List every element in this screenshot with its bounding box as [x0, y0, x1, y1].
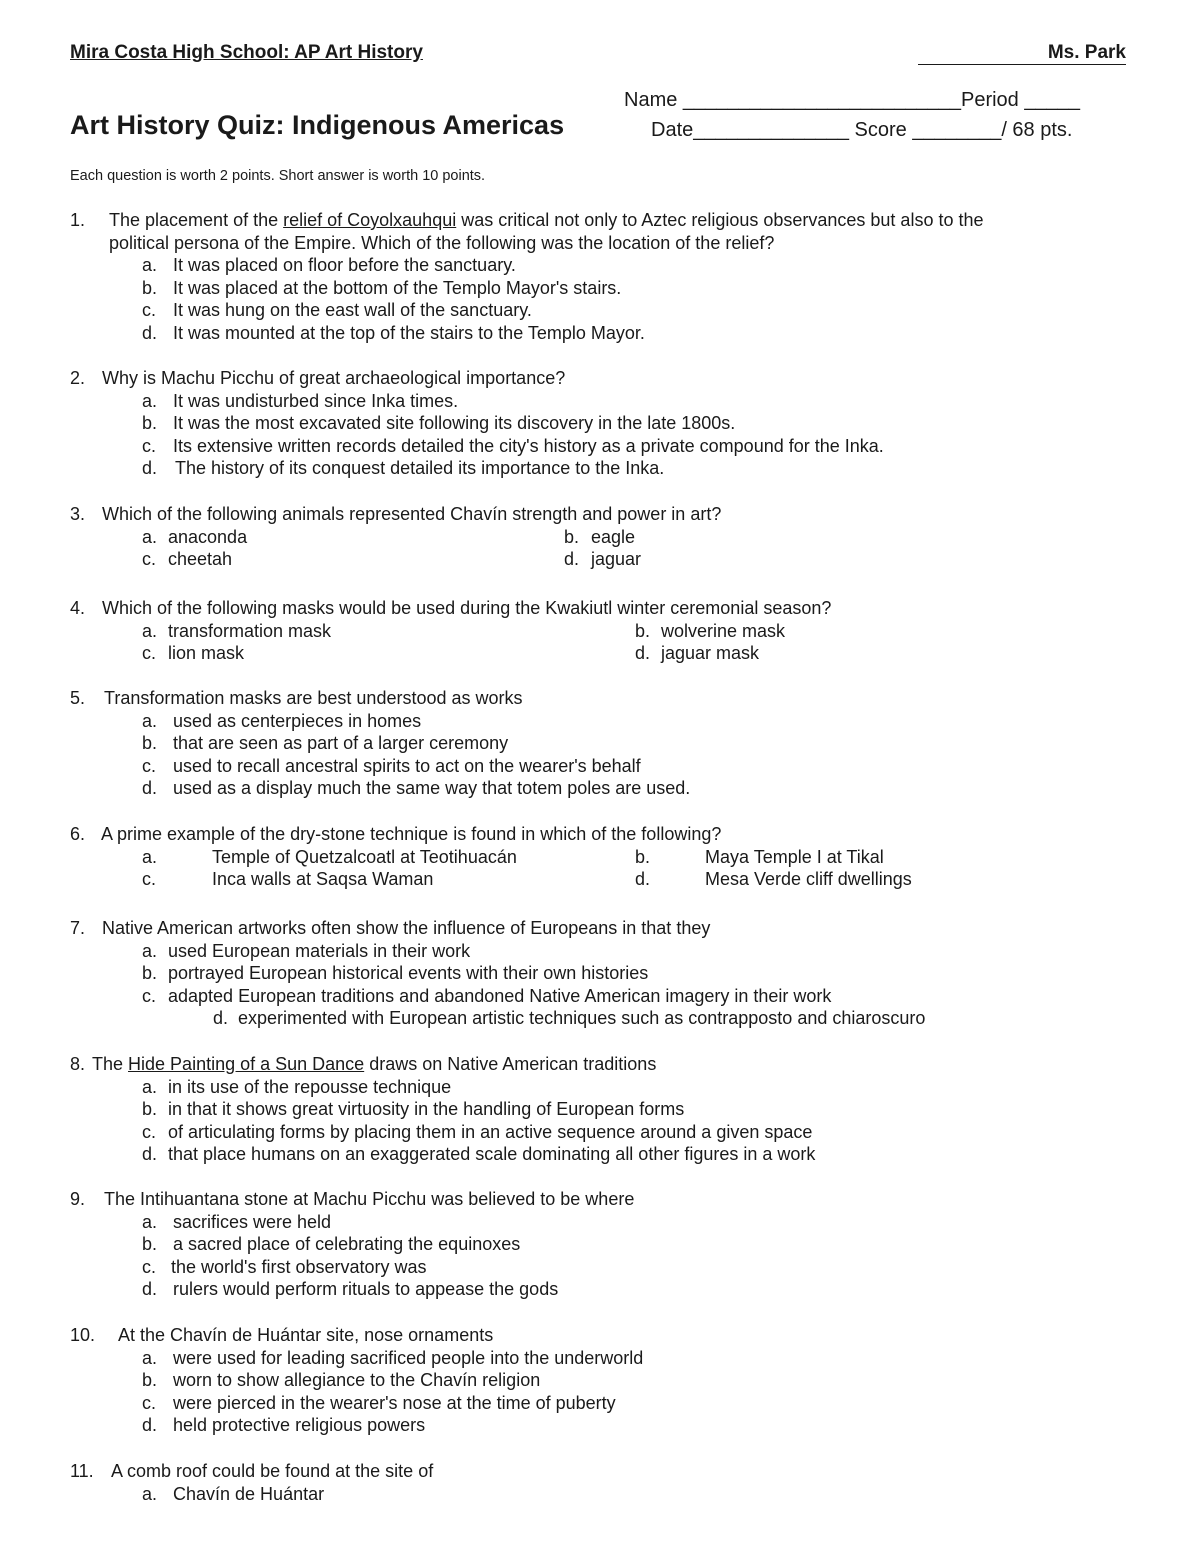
option-letter: c.	[142, 435, 157, 456]
option-letter: d.	[142, 778, 158, 799]
stem-text: draws on Native American traditions	[364, 1054, 657, 1074]
question-number: 4.	[70, 598, 86, 618]
stem-text: At the Chavín de Huántar site, nose ornaments	[118, 1325, 494, 1345]
option-letter: c.	[142, 755, 157, 776]
option-letter: b.	[635, 620, 651, 641]
answer-option	[70, 1369, 541, 1392]
option-letter: d.	[142, 1279, 158, 1300]
answer-option	[70, 1121, 813, 1144]
option-text: jaguar	[591, 549, 642, 570]
answer-option	[70, 710, 523, 733]
option-letter: d.	[635, 643, 651, 664]
option-text: lion mask	[168, 643, 245, 664]
answer-option	[70, 1076, 656, 1099]
question-5	[70, 687, 691, 800]
stem-text: Transformation masks are best understood as works	[104, 688, 523, 708]
header-rule	[918, 64, 1126, 65]
option-text: of articulating forms by placing them in an active sequence around a given space	[168, 1121, 813, 1142]
answer-option	[70, 412, 736, 435]
option-text: wolverine mask	[661, 620, 786, 641]
option-letter: a.	[142, 710, 158, 731]
question-stem	[70, 1188, 634, 1211]
option-text: used as centerpieces in homes	[173, 710, 422, 731]
question-number: 6.	[70, 824, 86, 844]
option-letter: c.	[142, 985, 157, 1006]
question-9	[70, 1188, 634, 1301]
answer-option	[70, 962, 710, 985]
answer-option	[70, 755, 641, 778]
option-letter: c.	[142, 1392, 157, 1413]
option-text: Chavín de Huántar	[173, 1483, 325, 1504]
option-text: eagle	[591, 526, 636, 547]
option-text: jaguar mask	[661, 643, 760, 664]
stem-text: A comb roof could be found at the site of	[111, 1461, 434, 1481]
question-1	[70, 209, 984, 345]
option-letter: c.	[142, 1256, 157, 1277]
option-letter: b.	[142, 413, 158, 434]
answer-option	[70, 299, 984, 322]
answer-option	[70, 1007, 926, 1030]
answer-option	[70, 254, 984, 277]
option-text: worn to show allegiance to the Chavín religion	[173, 1370, 541, 1391]
question-7	[70, 917, 926, 1030]
option-letter: a.	[142, 1483, 158, 1504]
option-text: It was placed on floor before the sanctuary.	[173, 255, 516, 276]
answer-option	[70, 457, 665, 480]
option-text: were pierced in the wearer's nose at the time of puberty	[173, 1392, 616, 1413]
option-letter: d.	[142, 322, 158, 343]
question-10	[70, 1324, 644, 1437]
option-letter: a.	[142, 1076, 158, 1097]
option-text: used European materials in their work	[168, 940, 471, 961]
option-letter: d.	[564, 549, 580, 570]
option-text: that are seen as part of a larger ceremony	[173, 733, 509, 754]
option-letter: c.	[142, 300, 157, 321]
option-text: transformation mask	[168, 620, 332, 641]
option-text: anaconda	[168, 526, 248, 547]
option-text: It was the most excavated site following its discovery in the late 1800s.	[173, 413, 736, 434]
option-text: the world's first observatory was	[171, 1256, 427, 1277]
option-letter: b.	[564, 526, 580, 547]
question-6	[70, 823, 912, 891]
teacher-name: Ms. Park	[1047, 42, 1126, 63]
answer-option	[70, 777, 691, 800]
question-number: 3.	[70, 504, 86, 524]
option-text: rulers would perform rituals to appease the gods	[173, 1279, 559, 1300]
option-letter: a.	[142, 1347, 158, 1368]
option-letter: d.	[213, 1008, 229, 1029]
stem-text: Which of the following masks would be used during the Kwakiutl winter ceremonial season?	[102, 598, 832, 618]
question-number: 11.	[70, 1461, 94, 1481]
answer-option	[70, 732, 523, 755]
stem-text: Which of the following animals represented Chavín strength and power in art?	[102, 504, 722, 524]
option-letter: d.	[142, 1415, 158, 1436]
option-text: in that it shows great virtuosity in the handling of European forms	[168, 1099, 685, 1120]
option-text: Inca walls at Saqsa Waman	[212, 869, 434, 890]
option-letter: c.	[142, 643, 157, 664]
answer-option	[70, 435, 884, 458]
option-text: in its use of the repousse technique	[168, 1076, 452, 1097]
option-text: Mesa Verde cliff dwellings	[705, 869, 912, 890]
option-text: used as a display much the same way that totem poles are used.	[173, 778, 691, 799]
question-stem	[70, 367, 565, 390]
question-2	[70, 367, 884, 480]
page-header	[70, 42, 1126, 68]
option-letter: b.	[142, 733, 158, 754]
question-4	[70, 597, 831, 665]
answer-option	[70, 390, 565, 413]
question-number: 9.	[70, 1189, 86, 1209]
question-11	[70, 1460, 433, 1505]
question-number: 2.	[70, 368, 86, 388]
question-stem	[70, 1460, 433, 1483]
option-letter: a.	[142, 255, 158, 276]
stem-text: was critical not only to Aztec religious observances but also to the	[456, 210, 984, 230]
answer-options-grid	[70, 846, 912, 891]
option-letter: b.	[142, 277, 158, 298]
question-number: 7.	[70, 918, 86, 938]
date-score-field: Date______________ Score ________/ 68 pts.	[651, 119, 1073, 141]
name-period-field: Name _________________________Period _____	[624, 89, 1080, 111]
option-text: held protective religious powers	[173, 1415, 426, 1436]
answer-options-grid	[70, 526, 721, 571]
option-letter: a.	[142, 846, 158, 867]
school-course-label: Mira Costa High School: AP Art History	[70, 42, 423, 63]
question-stem	[70, 597, 831, 620]
question-stem	[70, 1324, 493, 1347]
option-letter: a.	[142, 1211, 158, 1232]
option-text: used to recall ancestral spirits to act on the wearer's behalf	[173, 755, 641, 776]
answer-option	[70, 322, 984, 345]
answer-option	[70, 1143, 816, 1166]
option-text: It was hung on the east wall of the sanctuary.	[173, 300, 532, 321]
option-text: were used for leading sacrificed people into the underworld	[173, 1347, 644, 1368]
option-text: adapted European traditions and abandoned Native American imagery in their work	[168, 985, 832, 1006]
option-letter: c.	[142, 549, 157, 570]
answer-option	[70, 1098, 685, 1121]
question-3	[70, 503, 721, 571]
stem-text: The Intihuantana stone at Machu Picchu was believed to be where	[104, 1189, 635, 1209]
answer-option	[70, 1211, 634, 1234]
option-text: a sacred place of celebrating the equinoxes	[173, 1234, 521, 1255]
answer-option	[70, 1347, 644, 1370]
option-letter: a.	[142, 390, 158, 411]
question-number: 5.	[70, 688, 86, 708]
stem-text: Native American artworks often show the influence of Europeans in that they	[102, 918, 711, 938]
answer-options-grid	[70, 620, 831, 665]
instructions: Each question is worth 2 points. Short answer is worth 10 points.	[70, 168, 486, 184]
option-letter: d.	[142, 458, 158, 479]
quiz-title: Art History Quiz: Indigenous Americas	[70, 110, 565, 140]
question-stem	[70, 209, 984, 232]
option-letter: c.	[142, 869, 157, 890]
option-text: portrayed European historical events with their own histories	[168, 963, 649, 984]
question-stem	[70, 1053, 656, 1076]
answer-option	[70, 1233, 634, 1256]
answer-option	[70, 1483, 433, 1506]
option-letter: a.	[142, 526, 158, 547]
option-text: that place humans on an exaggerated scale dominating all other figures in a work	[168, 1144, 816, 1165]
question-8	[70, 1053, 816, 1166]
question-stem	[70, 503, 721, 526]
stem-text: The placement of the	[109, 210, 284, 230]
answer-option	[70, 1278, 634, 1301]
option-letter: b.	[635, 846, 651, 867]
option-letter: a.	[142, 940, 158, 961]
option-text: cheetah	[168, 549, 233, 570]
option-letter: b.	[142, 963, 158, 984]
option-text: It was undisturbed since Inka times.	[173, 390, 459, 411]
answer-option	[70, 985, 832, 1008]
option-text: Temple of Quetzalcoatl at Teotihuacán	[212, 846, 517, 867]
option-text: sacrifices were held	[173, 1211, 332, 1232]
question-number: 10.	[70, 1325, 96, 1345]
artwork-title: relief of Coyolxauhqui	[283, 210, 457, 230]
stem-text: A prime example of the dry-stone technique is found in which of the following?	[101, 824, 722, 844]
option-text: experimented with European artistic techniques such as contrapposto and chiaroscuro	[238, 1008, 926, 1029]
option-letter: a.	[142, 620, 158, 641]
option-letter: b.	[142, 1370, 158, 1391]
question-stem	[70, 917, 710, 940]
option-text: Maya Temple I at Tikal	[705, 846, 884, 867]
option-letter: c.	[142, 1121, 157, 1142]
answer-option	[70, 940, 710, 963]
answer-option	[70, 1414, 493, 1437]
option-text: It was placed at the bottom of the Templo Mayor's stairs.	[173, 277, 622, 298]
stem-text: The	[92, 1054, 129, 1074]
artwork-title: Hide Painting of a Sun Dance	[128, 1054, 365, 1074]
option-letter: b.	[142, 1234, 158, 1255]
question-stem	[70, 823, 721, 846]
question-number: 1.	[70, 210, 86, 230]
option-text: Its extensive written records detailed the city's history as a private compound for the Inka.	[173, 435, 884, 456]
question-stem	[70, 687, 523, 710]
option-letter: d.	[142, 1144, 158, 1165]
option-text: It was mounted at the top of the stairs to the Templo Mayor.	[173, 322, 645, 343]
question-stem-continued: political persona of the Empire. Which of the following was the location of the relief?	[109, 232, 775, 253]
option-text: The history of its conquest detailed its importance to the Inka.	[175, 458, 665, 479]
answer-option	[70, 1392, 616, 1415]
option-letter: b.	[142, 1099, 158, 1120]
question-number: 8.	[70, 1054, 86, 1074]
option-letter: d.	[635, 869, 651, 890]
answer-option	[70, 277, 984, 300]
stem-text: Why is Machu Picchu of great archaeological importance?	[102, 368, 566, 388]
answer-option	[70, 1256, 634, 1279]
